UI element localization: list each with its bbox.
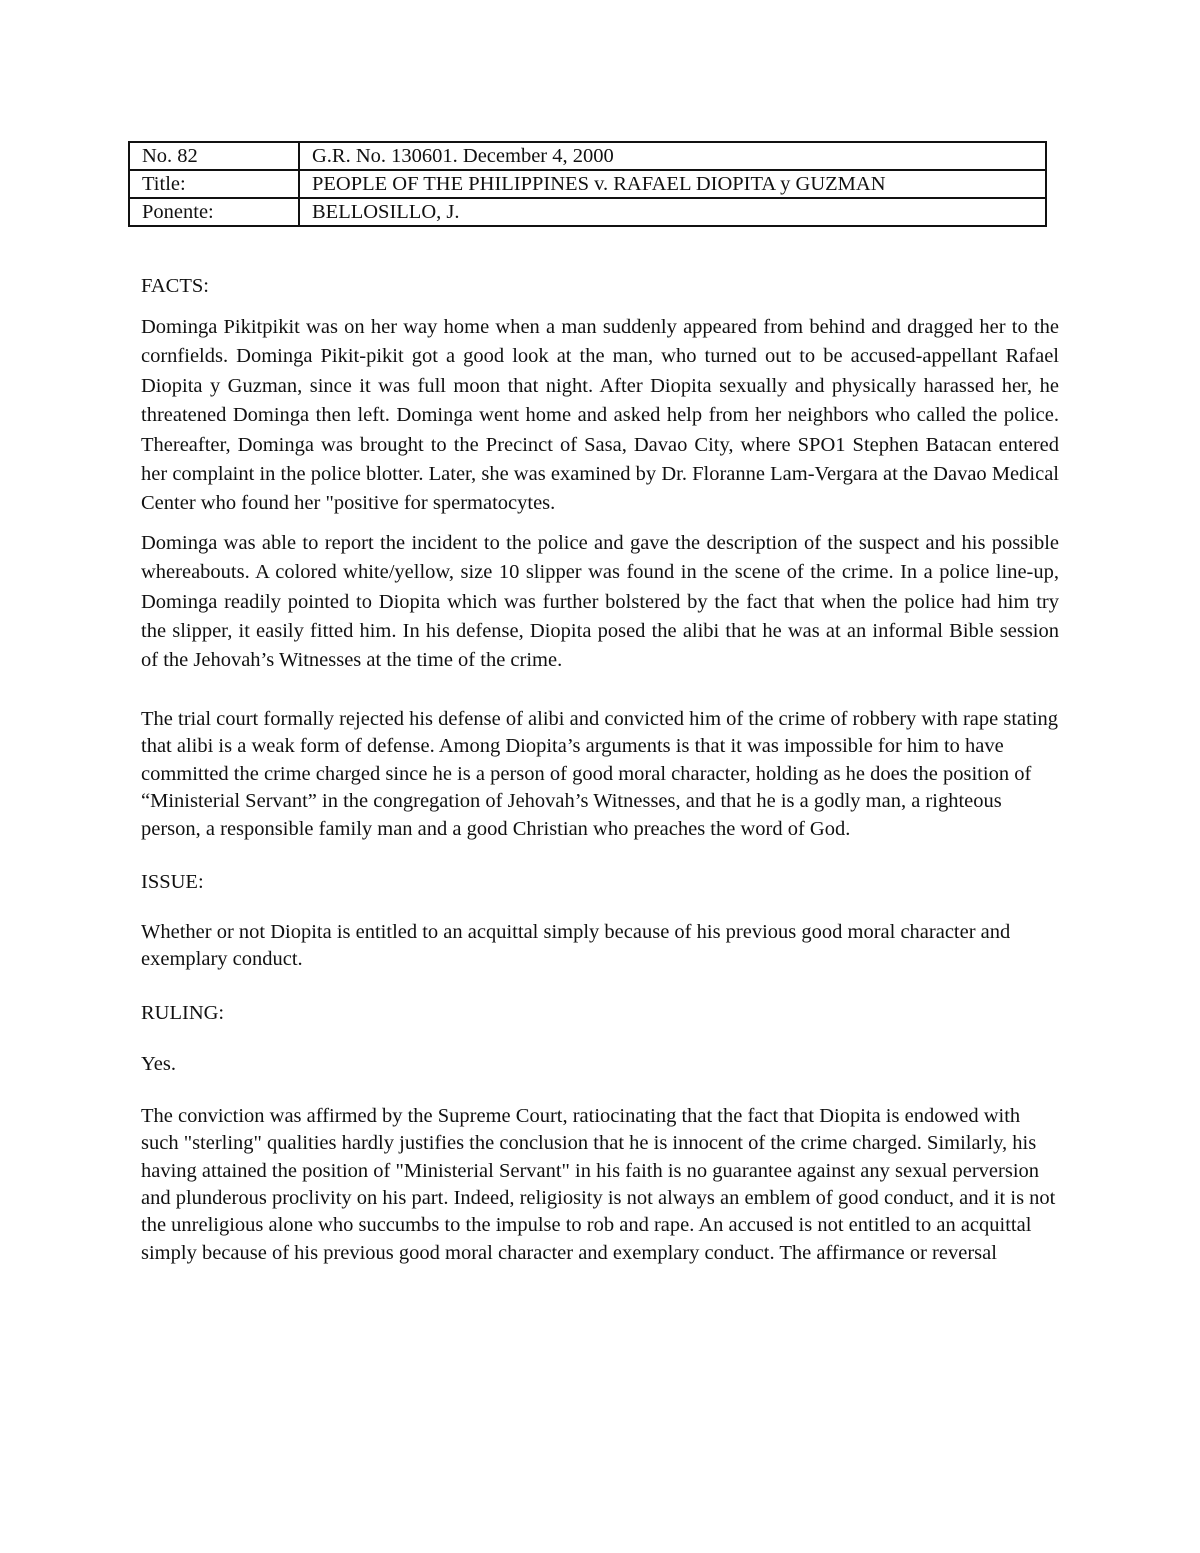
ruling-answer: Yes.: [141, 1052, 176, 1075]
case-ponente-label: Ponente:: [129, 198, 299, 226]
case-title-label: Title:: [129, 170, 299, 198]
facts-paragraph-1: Dominga Pikitpikit was on her way home when a man suddenly appeared from behind and dragged her to the cornfields. Dominga Pikit-pikit got a good look at the man, who turned out to be accused-appellant Rafael Diopita y Guzman, since it was full moon that night. After Diopita sexually and physically harassed her, he threatened Dominga then left. Dominga went home and asked help from her neighbors who called the police. Thereafter, Dominga was brought to the Precinct of Sasa, Davao City, where SPO1 Stephen Batacan entered her complaint in the police blotter. Later, she was examined by Dr. Floranne Lam-Vergara at the Davao Medical Center who found her "positive for spermatocytes.: [141, 316, 1059, 515]
facts-paragraph-3: The trial court formally rejected his defense of alibi and convicted him of the crime of robbery with rape stating that alibi is a weak form of defense. Among Diopita’s arguments is that it was impossible for him to have committed the crime charged since he is a person of good moral character, holding as he does the position of “Ministerial Servant” in the congregation of Jehovah’s Witnesses, and that he is a godly man, a righteous person, a responsible family man and a good Christian who preaches the word of God.: [141, 707, 1059, 840]
issue-text: Whether or not Diopita is entitled to an acquittal simply because of his previous good moral character and exemplary conduct.: [141, 920, 1011, 971]
case-number-label: No. 82: [129, 142, 299, 170]
document-body: [141, 272, 1059, 1267]
facts-paragraph-2: Dominga was able to report the incident to the police and gave the description of the suspect and his possible whereabouts. A colored white/yellow, size 10 slipper was found in the scene of the crime. In a police line-up, Dominga readily pointed to Diopita which was further bolstered by the fact that when the police had him try the slipper, it easily fitted him. In his defense, Diopita posed the alibi that he was at an informal Bible session of the Jehovah’s Witnesses at the time of the crime.: [141, 531, 1059, 672]
facts-heading: FACTS:: [141, 275, 209, 297]
case-ponente: BELLOSILLO, J.: [299, 198, 1046, 226]
ruling-heading: RULING:: [141, 1001, 225, 1024]
case-gr-number: G.R. No. 130601. December 4, 2000: [299, 142, 1046, 170]
case-title: PEOPLE OF THE PHILIPPINES v. RAFAEL DIOPITA y GUZMAN: [299, 170, 1046, 198]
ruling-text: The conviction was affirmed by the Supreme Court, ratiocinating that the fact that Diopita is endowed with such "sterling" qualities hardly justifies the conclusion that he is innocent of the crime charged. Similarly, his having attained the position of "Ministerial Servant" in his faith is no guarantee against any sexual perversion and plunderous proclivity on his part. Indeed, religiosity is not always an emblem of good conduct, and it is not the unreligious alone who succumbs to the impulse to rob and rape. An accused is not entitled to an acquittal simply because of his previous good moral character and exemplary conduct. The affirmance or reversal: [141, 1104, 1056, 1264]
case-number-row: [129, 142, 1046, 170]
case-title-row: [129, 170, 1046, 198]
issue-heading: ISSUE:: [141, 870, 204, 893]
case-header-table: [128, 141, 1047, 227]
case-ponente-row: [129, 198, 1046, 226]
